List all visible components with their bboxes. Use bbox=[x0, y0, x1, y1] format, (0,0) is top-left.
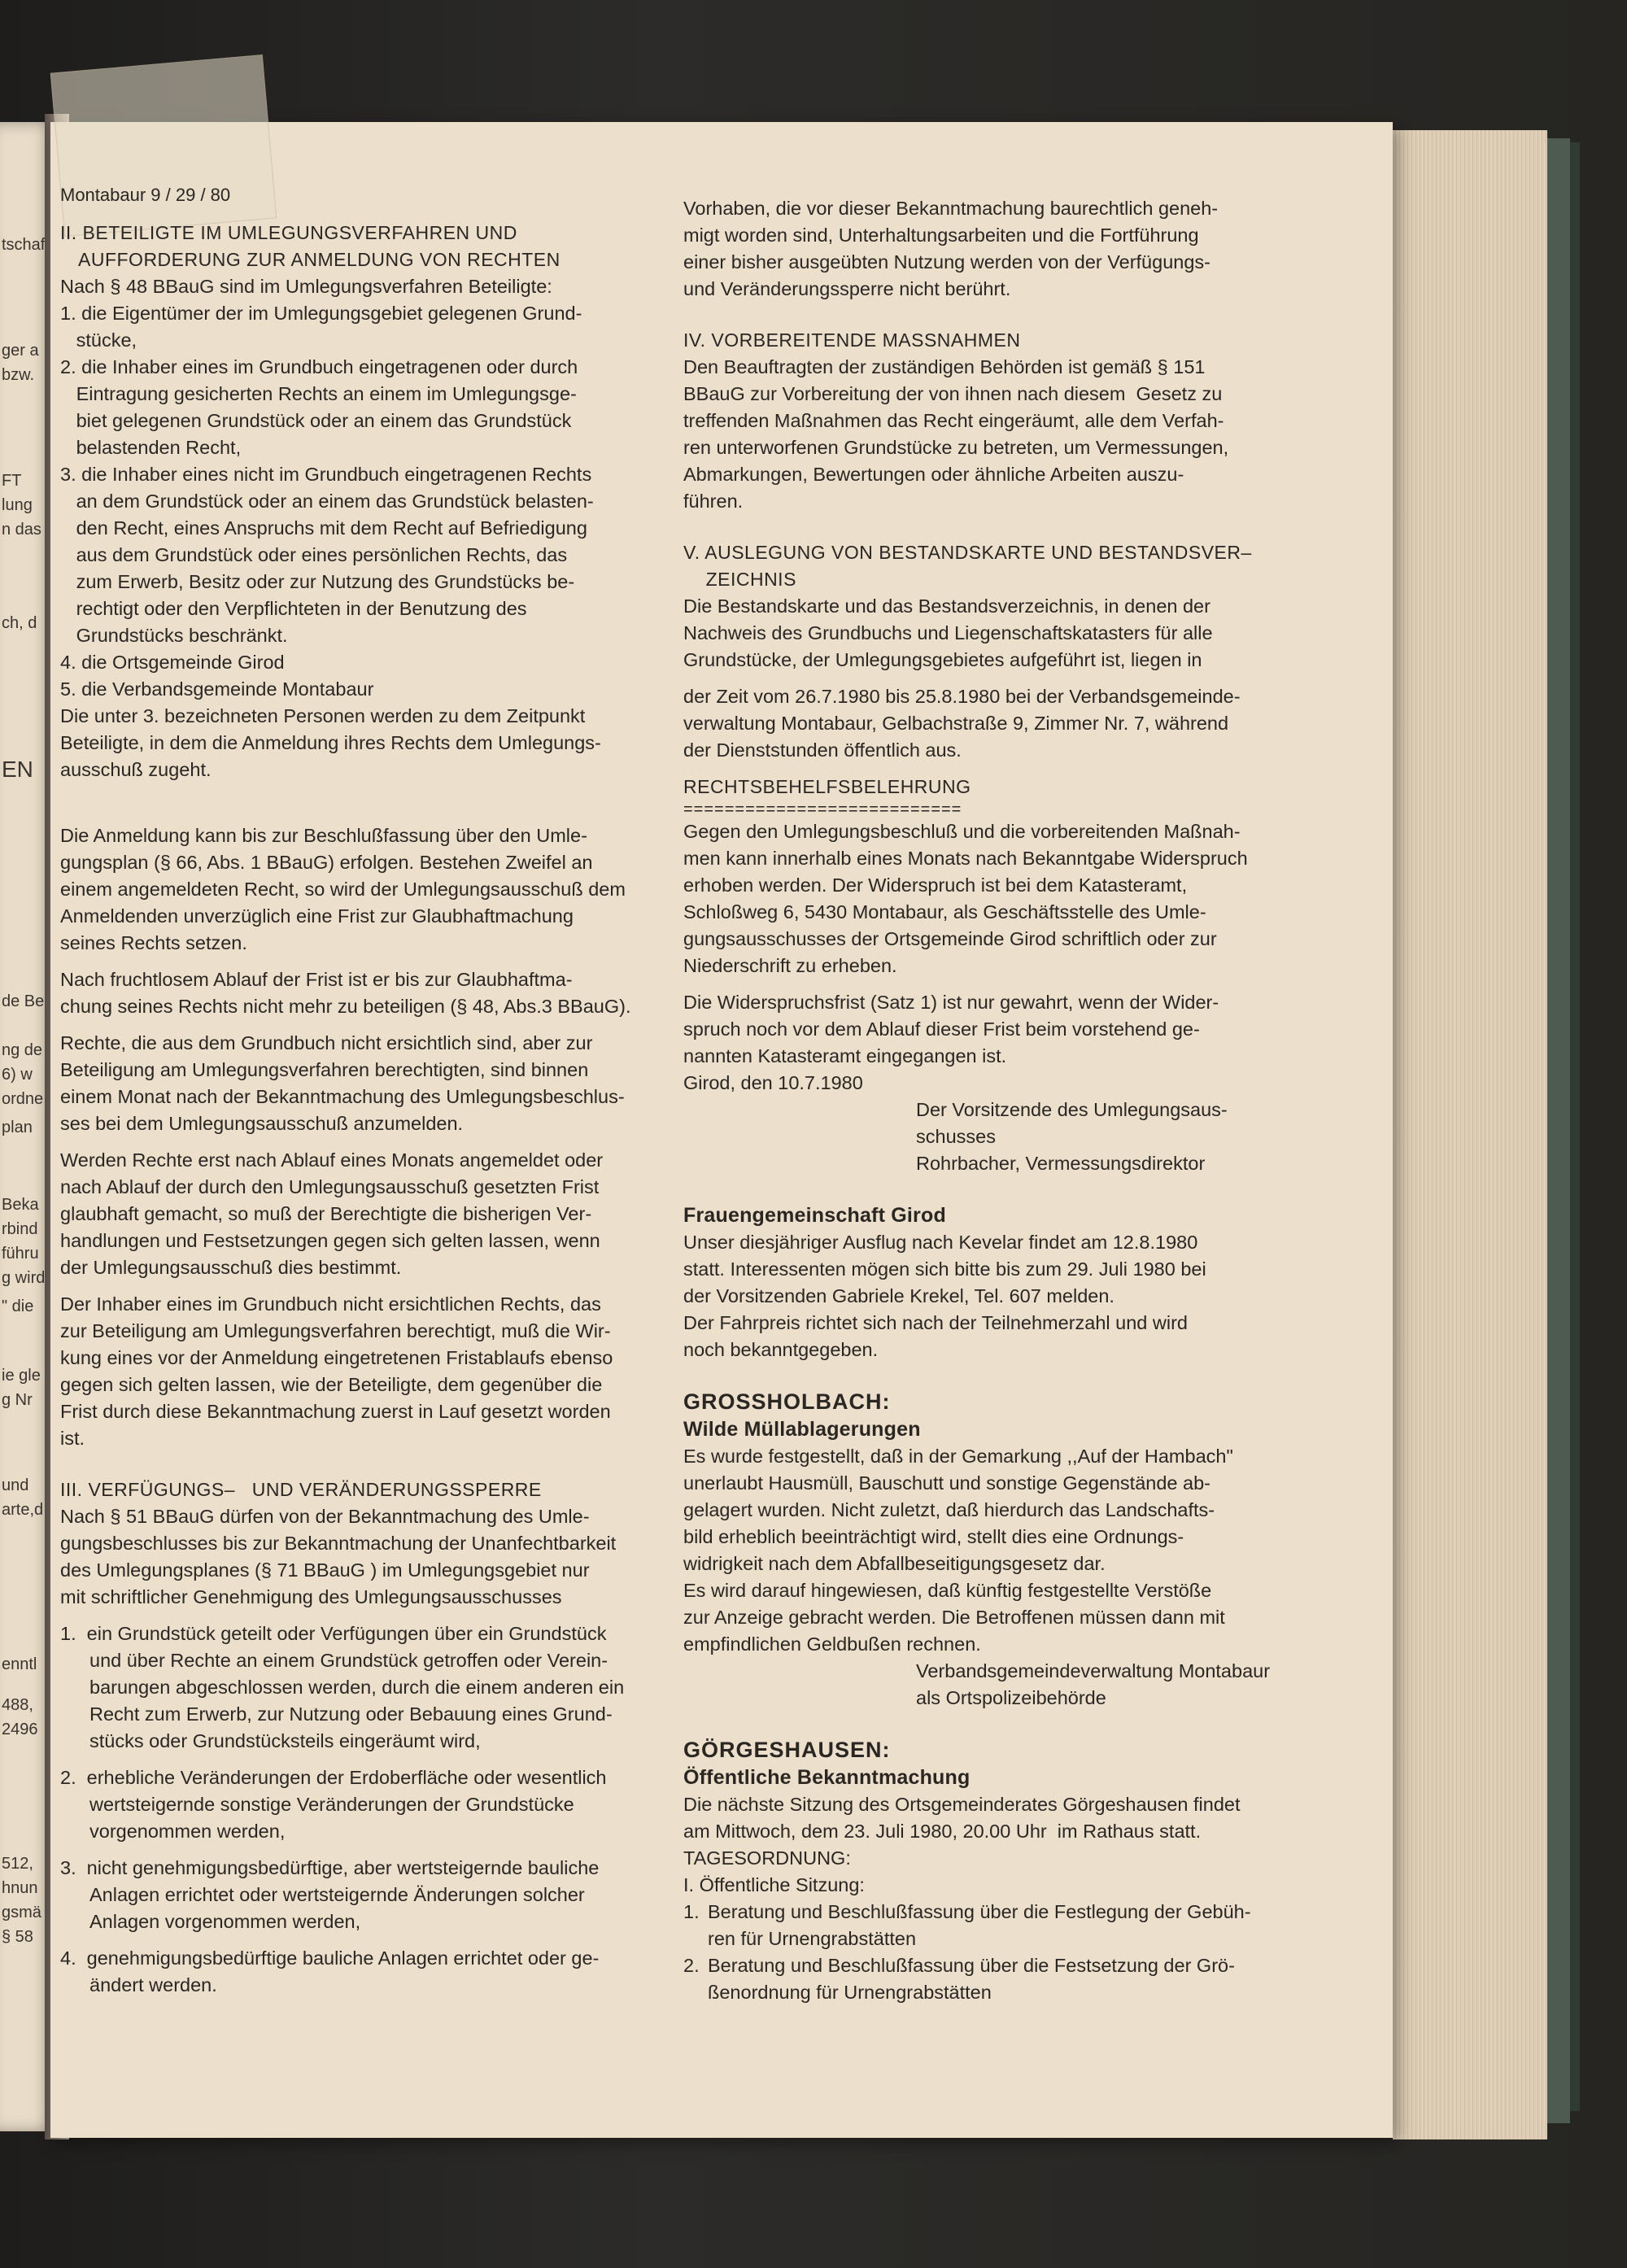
list-item: 3. nicht genehmigungsbedürftige, aber wertsteigernde bauliche Anlagen errichtet oder wertsteigernde Änderungen solcher Anlagen vorgenommen werden, bbox=[60, 1857, 600, 1932]
right-column bbox=[683, 195, 1334, 2006]
place-date: Girod, den 10.7.1980 bbox=[683, 1072, 863, 1093]
signature: Der Vorsitzende des Umlegungsaus- schusses Rohrbacher, Vermessungsdirektor bbox=[916, 1099, 1228, 1174]
list-item: 5. die Verbandsgemeinde Montabaur bbox=[60, 678, 374, 700]
heading-grossholbach: GROSSHOLBACH: bbox=[683, 1389, 891, 1414]
paragraph: Den Beauftragten der zuständigen Behörden ist gemäß § 151 BBauG zur Vorbereitung der von ihnen nach diesem Gesetz zu treffenden Maßnahmen das Recht eingeräumt, alle dem Verfah- ren unterworfenen Grundstücke zu betreten, um Vermessungen, Abmarkungen, Bewertungen oder ähnliche Arbeiten auszu- führen. bbox=[683, 356, 1229, 512]
section-title-ii-cont: AUFFORDERUNG ZUR ANMELDUNG VON RECHTEN bbox=[78, 249, 561, 270]
subheading-muell: Wilde Müllablagerungen bbox=[683, 1418, 921, 1441]
heading-frauengemeinschaft: Frauengemeinschaft Girod bbox=[683, 1204, 946, 1227]
left-column bbox=[60, 184, 654, 1999]
section-title-iv: IV. VORBEREITENDE MASSNAHMEN bbox=[683, 329, 1021, 351]
heading-goergeshausen: GÖRGESHAUSEN: bbox=[683, 1738, 891, 1762]
paragraph: Unser diesjähriger Ausflug nach Kevelar findet am 12.8.1980 statt. Interessenten mögen sich bitte bis zum 29. Juli 1980 bei der Vorsitzenden Gabriele Krekel, Tel. 607 melden. Der Fahrpreis richtet sich nach der Teilnehmerzahl und wird noch bekanntgegeben. bbox=[683, 1232, 1206, 1360]
paragraph: Gegen den Umlegungsbeschluß und die vorbereitenden Maßnah- men kann innerhalb eines Monats nach Bekanntgabe Widerspruch erhoben werden. Der Widerspruch ist bei dem Katasteramt, Schloßweg 6, 5430 Montabaur, als Geschäftsstelle des Umle- gungsausschusses der Ortsgemeinde Girod schriftlich oder zur Niederschrift zu erheben. bbox=[683, 821, 1248, 976]
list-item: 4. die Ortsgemeinde Girod bbox=[60, 652, 285, 673]
paragraph: Die Anmeldung kann bis zur Beschlußfassung über den Umle- gungsplan (§ 66, Abs. 1 BBauG) erfolgen. Bestehen Zweifel an einem angemeldeten Recht, so wird der Umlegungsausschuß dem Anmeldenden unverzüglich eine Frist zur Glaubhaftmachung seines Rechts setzen. bbox=[60, 825, 626, 953]
paragraph: Der Inhaber eines im Grundbuch nicht ersichtlichen Rechts, das zur Beteiligung am Umlegungsverfahren berechtigt, muß die Wir- kung eines vor der Anmeldung eingetretenen Fristablaufs ebenso gegen sich gelten lassen, wie der Beteiligte, dem gegenüber die Frist durch diese Bekanntmachung zuerst in Lauf gesetzt worden ist. bbox=[60, 1293, 613, 1449]
list-item: 2. die Inhaber eines im Grundbuch eingetragenen oder durch Eintragung gesicherten Rechts an einem im Umlegungsge- biet gelegenen Grundstück oder an einem das Grundstück belastenden Recht, bbox=[60, 356, 578, 458]
list-item: 4. genehmigungsbedürftige bauliche Anlagen errichtet oder ge- ändert werden. bbox=[60, 1947, 600, 1995]
paragraph: Rechte, die aus dem Grundbuch nicht ersichtlich sind, aber zur Beteiligung am Umlegungsverfahren berechtigten, sind binnen einem Monat nach der Bekanntmachung des Umlegungsbeschlus- ses bei dem Umlegungsausschuß anzumelden. bbox=[60, 1032, 625, 1134]
section-title-v: V. AUSLEGUNG VON BESTANDSKARTE UND BESTANDSVER– ZEICHNIS bbox=[683, 542, 1252, 590]
paragraph: Werden Rechte erst nach Ablauf eines Monats angemeldet oder nach Ablauf der durch den Umlegungsausschuß gesetzten Frist glaubhaft gemacht, so muß der Berechtigte die bisherigen Ver- handlungen und Festsetzungen gegen sich gelten lassen, wenn der Umlegungsausschuß dies bestimmt. bbox=[60, 1149, 604, 1278]
section-title-iii: III. VERFÜGUNGS– UND VERÄNDERUNGSSPERRE bbox=[60, 1479, 542, 1500]
section-title-ii: II. BETEILIGTE IM UMLEGUNGSVERFAHREN UND bbox=[60, 222, 517, 243]
rechtsbehelf-title: RECHTSBEHELFSBELEHRUNG bbox=[683, 776, 971, 797]
previous-page-edge: tschaf ger a bzw. FT lung n das ch, d EN de Be ng de 6) w ordne plan Beka rbind führu g wird " die ie gle g Nr und arte,d enntl 488, 2496 512, hnun gsmä § 58 bbox=[0, 122, 57, 2131]
book-cover bbox=[1547, 138, 1570, 2123]
list-item: 1. ein Grundstück geteilt oder Verfügungen über ein Grundstück und über Rechte an einem Grundstück getroffen oder Verein- barungen abgeschlossen werden, durch die einem anderen ein Recht zum Erwerb, zur Nutzung oder Bebauung eines Grund- stücks oder Grundstücksteils eingeräumt wird, bbox=[60, 1623, 625, 1751]
page-stack-edge bbox=[1393, 130, 1547, 2139]
underline-equals: =========================== bbox=[683, 800, 962, 818]
paragraph: Vorhaben, die vor dieser Bekanntmachung baurechtlich geneh- migt worden sind, Unterhaltungsarbeiten und die Fortführung einer bisher ausgeübten Nutzung werden von der Verfügungs- und Veränderungssperre nicht berührt. bbox=[683, 198, 1219, 299]
paragraph: Nach § 48 BBauG sind im Umlegungsverfahren Beteiligte: bbox=[60, 276, 552, 297]
agenda-item: 2. Beratung und Beschlußfassung über die Festsetzung der Grö- ßenordnung für Urnengrabstätten bbox=[683, 1955, 1235, 2003]
book-cover-edge bbox=[1570, 142, 1580, 2111]
paragraph: Es wurde festgestellt, daß in der Gemarkung ,,Auf der Hambach" unerlaubt Hausmüll, Bauschutt und sonstige Gegenstände ab- gelagert wurden. Nicht zuletzt, daß hierdurch das Landschafts- bild erheblich beeinträchtigt wird, stellt dies eine Ordnungs- widrigkeit nach dem Abfallbeseitigungsgesetz dar. Es wird darauf hingewiesen, daß künftig festgestellte Verstöße zur Anzeige gebracht werden. Die Betroffenen müssen dann mit empfindlichen Geldbußen rechnen. bbox=[683, 1446, 1233, 1655]
paragraph: Nach § 51 BBauG dürfen von der Bekanntmachung des Umle- gungsbeschlusses bis zur Bekanntmachung der Unanfechtbarkeit des Umlegungsplanes (§ 71 BBauG ) im Umlegungsgebiet nur mit schriftlicher Genehmigung des Umlegungsausschusses bbox=[60, 1506, 617, 1607]
paragraph: Die unter 3. bezeichneten Personen werden zu dem Zeitpunkt Beteiligte, in dem die Anmeldung ihres Rechts dem Umlegungs- ausschuß zugeht. bbox=[60, 705, 601, 780]
paragraph: Die Widerspruchsfrist (Satz 1) ist nur gewahrt, wenn der Wider- spruch noch vor dem Ablauf dieser Frist beim vorstehend ge- nannten Katasteramt eingegangen ist. bbox=[683, 992, 1219, 1066]
signature: Verbandsgemeindeverwaltung Montabaur als Ortspolizeibehörde bbox=[916, 1660, 1271, 1708]
paragraph: der Zeit vom 26.7.1980 bis 25.8.1980 bei der Verbandsgemeinde- verwaltung Montabaur, Gelbachstraße 9, Zimmer Nr. 7, während der Dienststunden öffentlich aus. bbox=[683, 686, 1241, 761]
subheading-bekanntmachung: Öffentliche Bekanntmachung bbox=[683, 1766, 971, 1789]
list-item: 3. die Inhaber eines nicht im Grundbuch eingetragenen Rechts an dem Grundstück oder an einem das Grundstück belasten- den Recht, eines Anspruchs mit dem Recht auf Befriedigung aus dem Grundstück oder eines persönlichen Rechts, das zum Erwerb, Besitz oder zur Nutzung des Grundstücks be- rechtigt oder den Verpflichteten in der Benutzung des Grundstücks beschränkt. bbox=[60, 464, 594, 646]
list-item: 2. erhebliche Veränderungen der Erdoberfläche oder wesentlich wertsteigernde sonstige Veränderungen der Grundstücke vorgenommen werden, bbox=[60, 1767, 607, 1842]
agenda-item: 1. Beratung und Beschlußfassung über die Festlegung der Gebüh- ren für Urnengrabstätten bbox=[683, 1901, 1251, 1949]
paragraph: Nach fruchtlosem Ablauf der Frist ist er bis zur Glaubhaftma- chung seines Rechts nicht mehr zu beteiligen (§ 48, Abs.3 BBauG). bbox=[60, 969, 631, 1017]
agenda-title: TAGESORDNUNG: bbox=[683, 1847, 851, 1869]
list-item: 1. die Eigentümer der im Umlegungsgebiet gelegenen Grund- stücke, bbox=[60, 303, 582, 351]
agenda-subtitle: I. Öffentliche Sitzung: bbox=[683, 1874, 865, 1895]
paragraph: Die nächste Sitzung des Ortsgemeinderates Görgeshausen findet am Mittwoch, dem 23. Juli 1980, 20.00 Uhr im Rathaus statt. bbox=[683, 1794, 1241, 1842]
page-header: Montabaur 9 / 29 / 80 bbox=[60, 185, 231, 205]
paragraph: Die Bestandskarte und das Bestandsverzeichnis, in denen der Nachweis des Grundbuchs und Liegenschaftskatasters für alle Grundstücke, der Umlegungsgebietes aufgeführt ist, liegen in bbox=[683, 595, 1213, 670]
